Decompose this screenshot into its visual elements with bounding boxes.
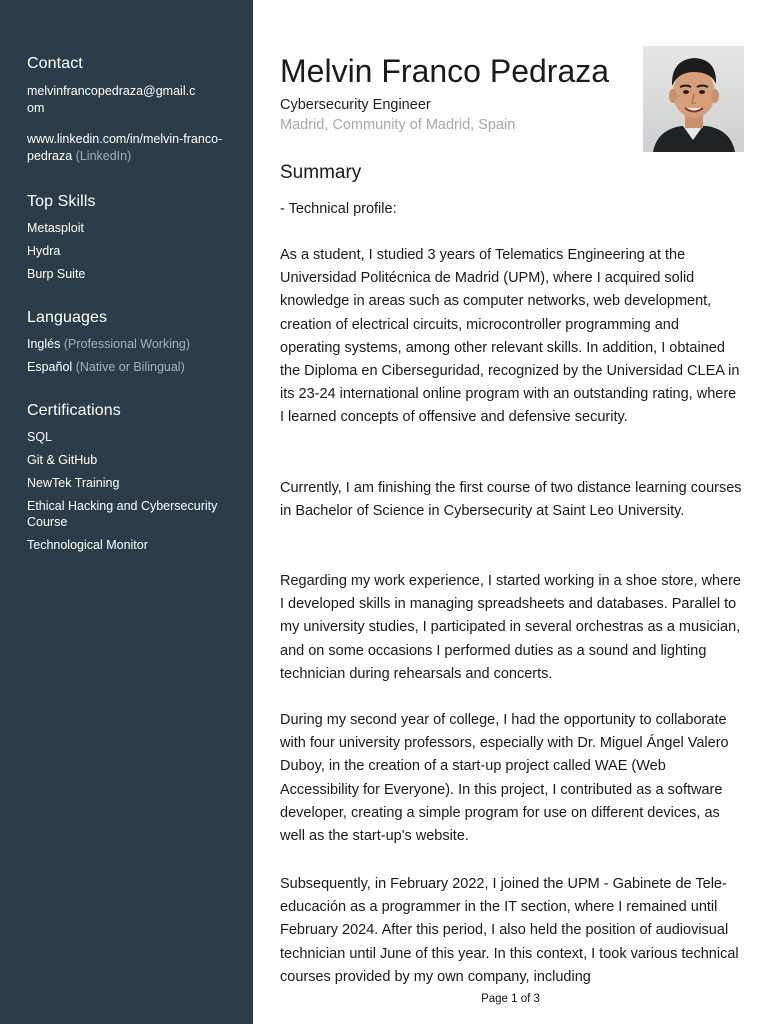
summary-paragraph: Subsequently, in February 2022, I joined the UPM - Gabinete de Tele-educación as a programmer in the IT section, where I remained until February 2024. After this period, I also held the position of audiovisual technician until June of this year. In this context, I took various technical courses provided by my own company, including — [280, 876, 739, 985]
linkedin-link[interactable] — [27, 131, 222, 164]
language-level: (Professional Working) — [63, 337, 191, 351]
linkedin-line-1: www.linkedin.com/in/melvin-franco- — [27, 132, 223, 146]
certification-item: Git & GitHub — [27, 453, 98, 467]
language-level: (Native or Bilingual) — [75, 360, 185, 374]
certification-item: Ethical Hacking and Cybersecurity — [27, 499, 218, 513]
certification-item: Course — [27, 515, 68, 529]
sidebar — [0, 0, 253, 1024]
headline: Cybersecurity Engineer — [280, 97, 431, 113]
summary-title: Summary — [280, 162, 362, 183]
skill-item: Burp Suite — [27, 267, 86, 281]
page-number: Page 1 of 3 — [481, 993, 540, 1005]
language-name: Español — [27, 360, 73, 374]
person-name: Melvin Franco Pedraza — [280, 53, 610, 89]
email-line-1: melvinfrancopedraza@gmail.c — [27, 84, 196, 98]
email-link[interactable] — [27, 83, 195, 116]
page-footer — [0, 993, 768, 1005]
email-line-2: om — [27, 100, 45, 115]
profile-photo-illustration — [643, 46, 744, 152]
summary-paragraph: Currently, I am finishing the first course of two distance learning courses in Bachelor of Science in Cybersecurity at Saint Leo University. — [280, 480, 742, 520]
skill-item: Metasploit — [27, 221, 84, 235]
summary-paragraph: Regarding my work experience, I started working in a shoe store, where I developed skills in managing spreadsheets and databases. Parallel to my university studies, I participated in several orchestras as a musician, and on some occasions I performed duties as a sound and lighting technician during rehearsals and concerts. — [280, 573, 741, 682]
language-item — [27, 359, 185, 376]
certification-item: NewTek Training — [27, 476, 120, 490]
summary-paragraph: As a student, I studied 3 years of Telematics Engineering at the Universidad Politécnica de Madrid (UPM), where I acquired solid knowledge in areas such as computer networks, web development, creation of electrical circuits, microcontroller programming and operating systems, among other relevant skills. In addition, I obtained the Diploma en Ciberseguridad, recognized by the Universidad CLEA in its 23-24 international online program with an outstanding rating, where I learned concepts of offensive and defensive security. — [280, 247, 740, 426]
language-item — [27, 336, 190, 353]
skill-item: Hydra — [27, 244, 61, 258]
certification-item: SQL — [27, 430, 53, 444]
profile-photo — [643, 46, 744, 152]
summary-paragraph: During my second year of college, I had the opportunity to collaborate with four university professors, especially with Dr. Miguel Ángel Valero Duboy, in the creation of a start-up project called WAE (Web Accessibility for Everyone). In this project, I contributed as a software developer, creating a simple program for use on different devices, as well as the start-up's website. — [280, 712, 729, 845]
contact-title: Contact — [27, 55, 83, 72]
summary-paragraph: - Technical profile: — [280, 201, 397, 217]
location: Madrid, Community of Madrid, Spain — [280, 117, 516, 133]
language-name: Inglés — [27, 337, 61, 351]
certifications-title: Certifications — [27, 402, 121, 419]
linkedin-line-2: pedraza — [27, 148, 73, 163]
certification-item: Technological Monitor — [27, 538, 148, 552]
top-skills-title: Top Skills — [27, 193, 96, 210]
languages-title: Languages — [27, 309, 108, 326]
linkedin-suffix: (LinkedIn) — [75, 148, 132, 163]
